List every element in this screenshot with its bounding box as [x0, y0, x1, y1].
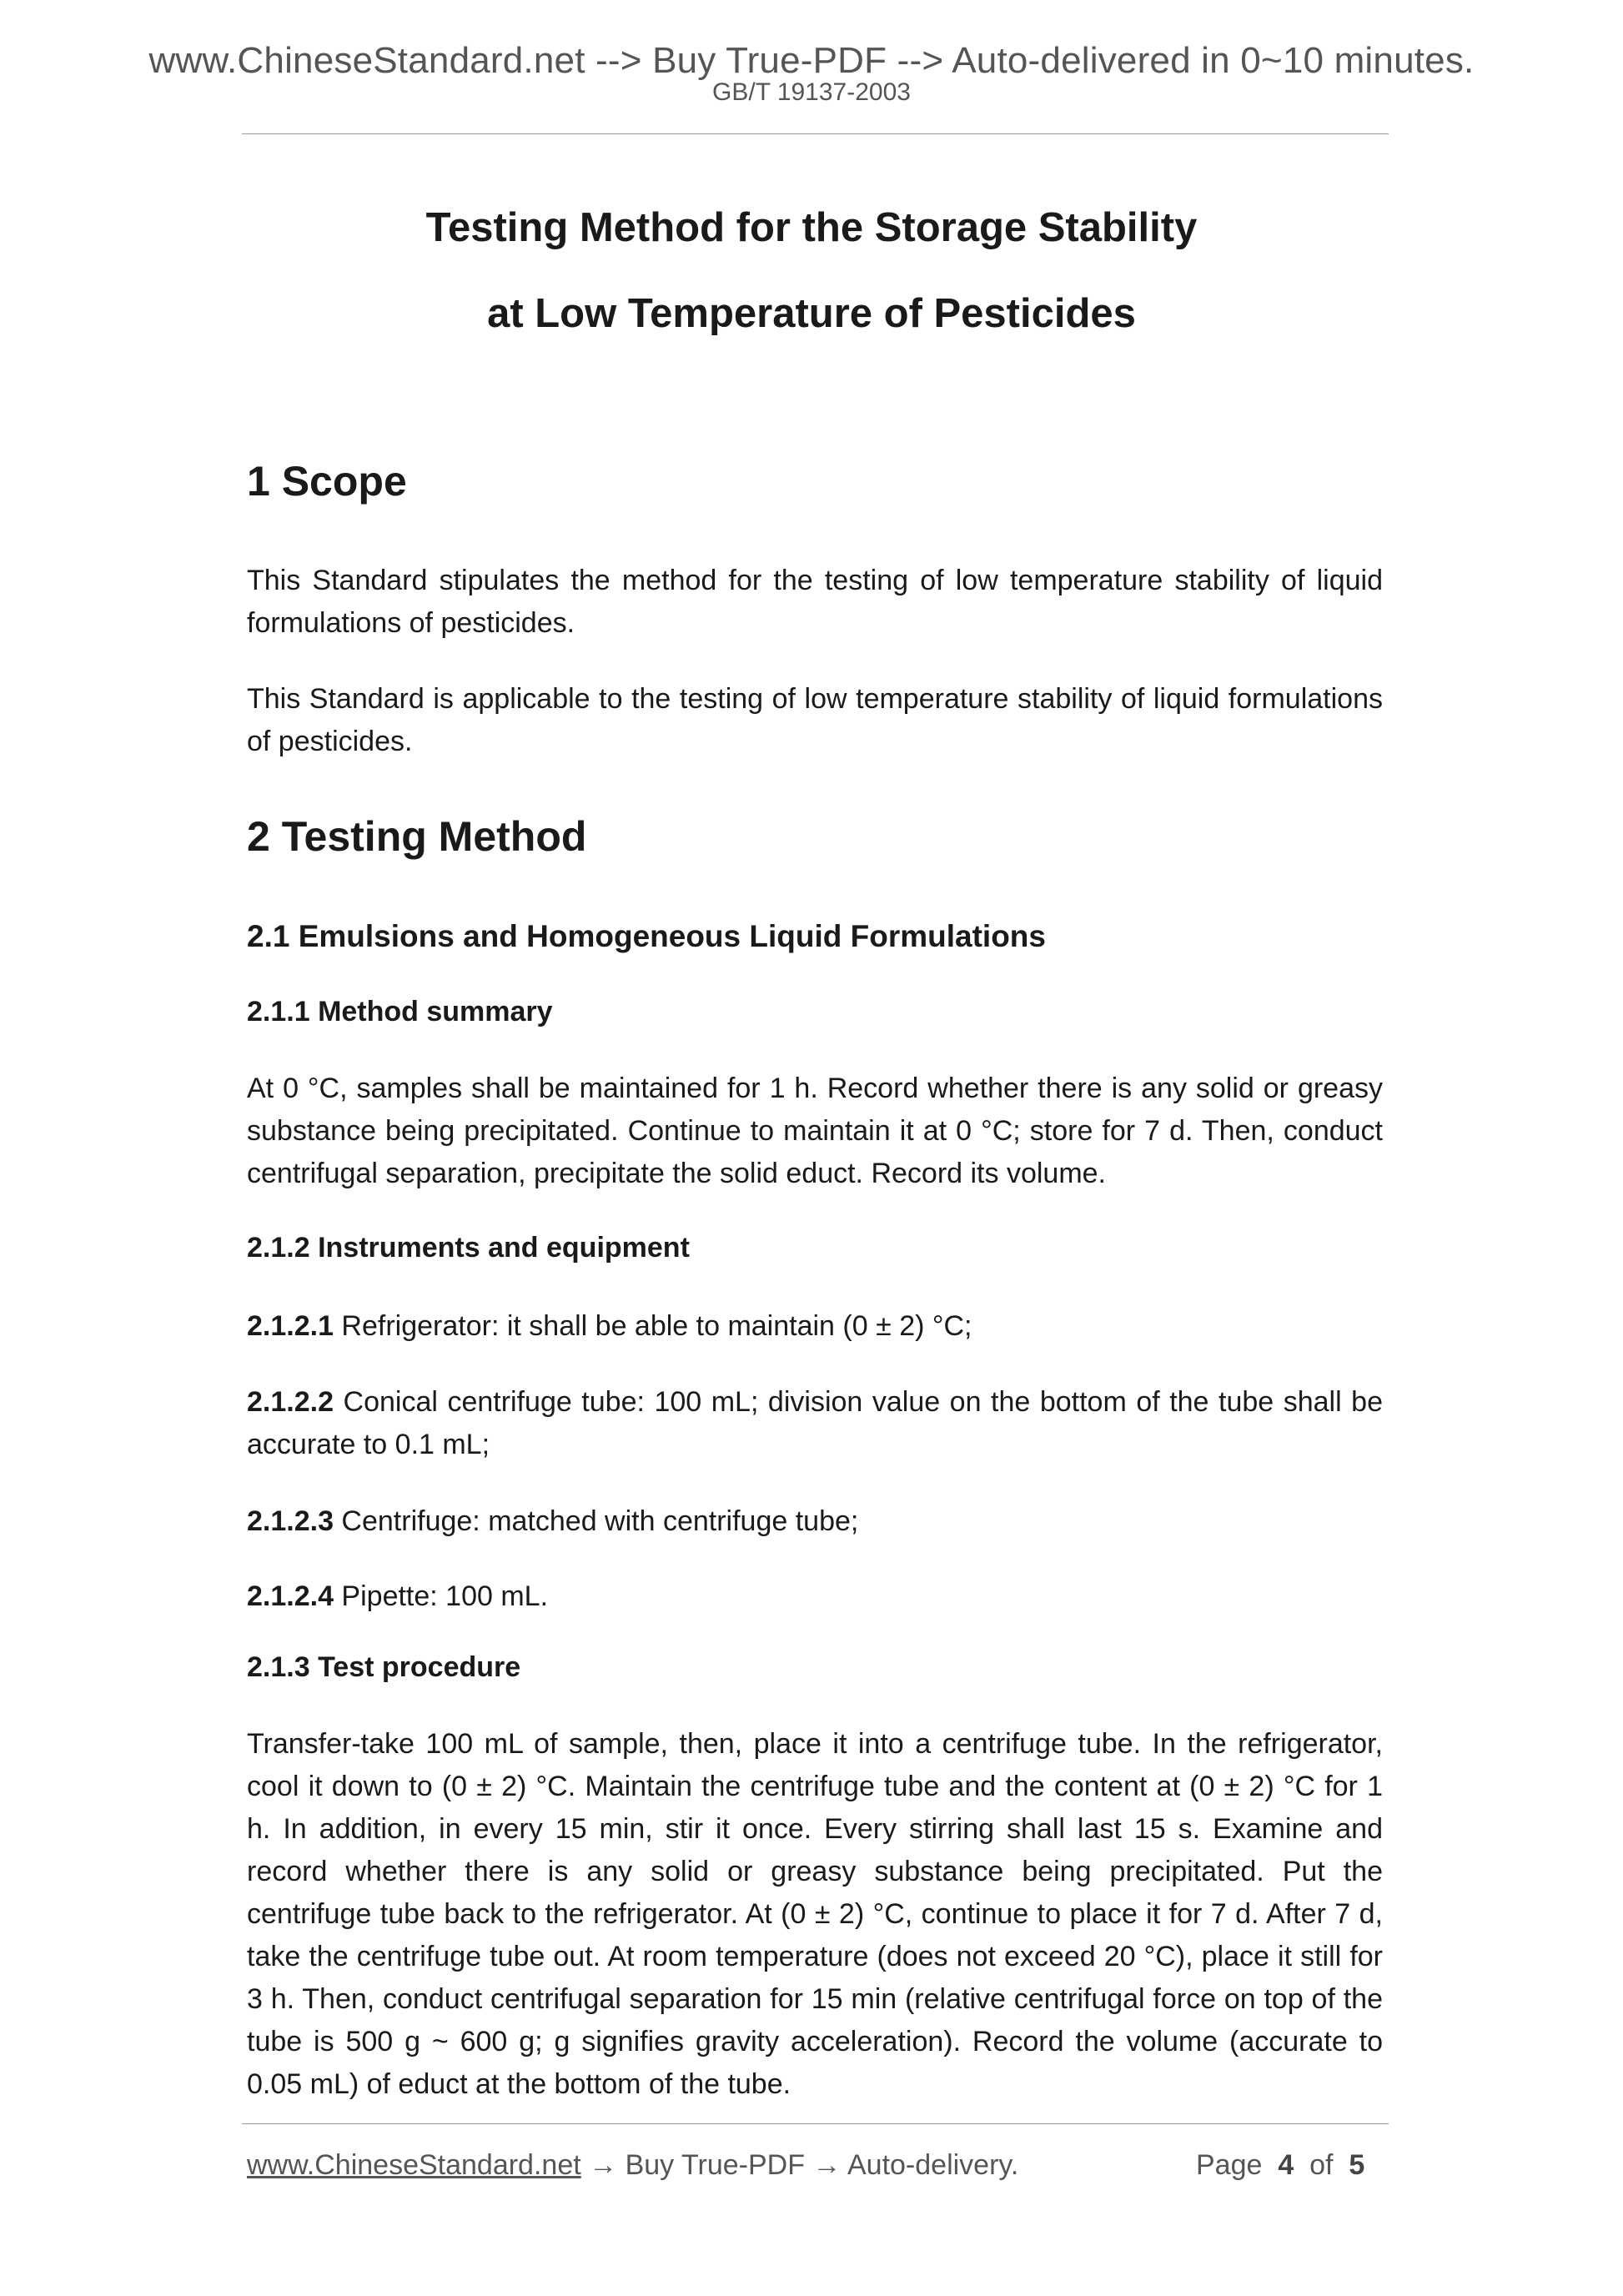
of-label: of — [1309, 2149, 1334, 2181]
footer-site-link[interactable]: www.ChineseStandard.net — [247, 2149, 581, 2181]
standard-code: GB/T 19137-2003 — [712, 78, 911, 106]
section-2-heading: 2 Testing Method — [247, 813, 587, 860]
item-number: 2.1.2.4 — [247, 1580, 334, 1612]
equipment-item-centrifuge-tube — [247, 1381, 1383, 1466]
item-text: Pipette: 100 mL. — [333, 1580, 549, 1612]
item-number: 2.1.2.1 — [247, 1310, 334, 1342]
equipment-item-centrifuge — [247, 1500, 1383, 1543]
equipment-item-pipette — [247, 1575, 1383, 1618]
header-watermark: www.ChineseStandard.net --> Buy True-PDF --> Auto-delivered in 0~10 minutes. — [148, 40, 1475, 81]
item-number: 2.1.2.2 — [247, 1386, 334, 1418]
test-procedure-paragraph: Transfer-take 100 mL of sample, then, place it into a centrifuge tube. In the refrigerator, cool it down to (0 ± 2) °C. Maintain the centrifuge tube and the content at (0 ± 2) °C for 1 h. In addition, in every 15 min, stir it once. Every stirring shall last 15 s. Examine and record whether there is any solid or greasy substance being precipitated. Put the centrifuge tube back to the refrigerator. At (0 ± 2) °C, continue to place it for 7 d. After 7 d, take the centrifuge tube out. At room temperature (does not exceed 20 °C), place it still for 3 h. Then, conduct centrifugal separation for 15 min (relative centrifugal force on top of the tube is 500 g ~ 600 g; g signifies gravity acceleration). Record the volume (accurate to 0.05 mL) of educt at the bottom of the tube. — [247, 1728, 1383, 2100]
subsection-2-1-3-heading: 2.1.3 Test procedure — [247, 1651, 521, 1683]
method-summary-paragraph: At 0 °C, samples shall be maintained for 1 h. Record whether there is any solid or greasy substance being precipitated. Continue to maintain it at 0 °C; store for 7 d. Then, conduct centrifugal separation, precipitate the solid educt. Record its volume. — [247, 1073, 1383, 1189]
scope-paragraph-1: This Standard stipulates the method for the testing of low temperature stability of liquid formulations of pesticides. — [247, 565, 1383, 639]
item-text: Conical centrifuge tube: 100 mL; division value on the bottom of the tube shall be accurate to 0.1 mL; — [247, 1386, 1383, 1460]
subsection-2-1-heading: 2.1 Emulsions and Homogeneous Liquid Formulations — [247, 919, 1046, 953]
page-total: 5 — [1349, 2149, 1365, 2181]
footer-divider — [242, 2123, 1389, 2124]
page-number: 4 — [1278, 2149, 1294, 2181]
item-text: Centrifuge: matched with centrifuge tube; — [333, 1505, 859, 1537]
item-number: 2.1.2.3 — [247, 1505, 334, 1537]
header-divider — [242, 133, 1389, 134]
subsection-2-1-2-heading: 2.1.2 Instruments and equipment — [247, 1232, 690, 1264]
page-label: Page — [1196, 2149, 1263, 2181]
section-1-heading: 1 Scope — [247, 458, 407, 505]
page-indicator — [1196, 2149, 1364, 2182]
document-title-line-1: Testing Method for the Storage Stability — [425, 205, 1198, 250]
subsection-2-1-1-heading: 2.1.1 Method summary — [247, 996, 553, 1027]
item-text: Refrigerator: it shall be able to maintain (0 ± 2) °C; — [333, 1310, 972, 1342]
document-title-line-2: at Low Temperature of Pesticides — [487, 291, 1136, 336]
scope-paragraph-2: This Standard is applicable to the testing of low temperature stability of liquid formulations of pesticides. — [247, 683, 1383, 757]
equipment-item-refrigerator — [247, 1305, 1383, 1348]
footer-promo — [247, 2149, 1018, 2182]
footer-promo-text: → Buy True-PDF → Auto-delivery. — [580, 2149, 1019, 2181]
